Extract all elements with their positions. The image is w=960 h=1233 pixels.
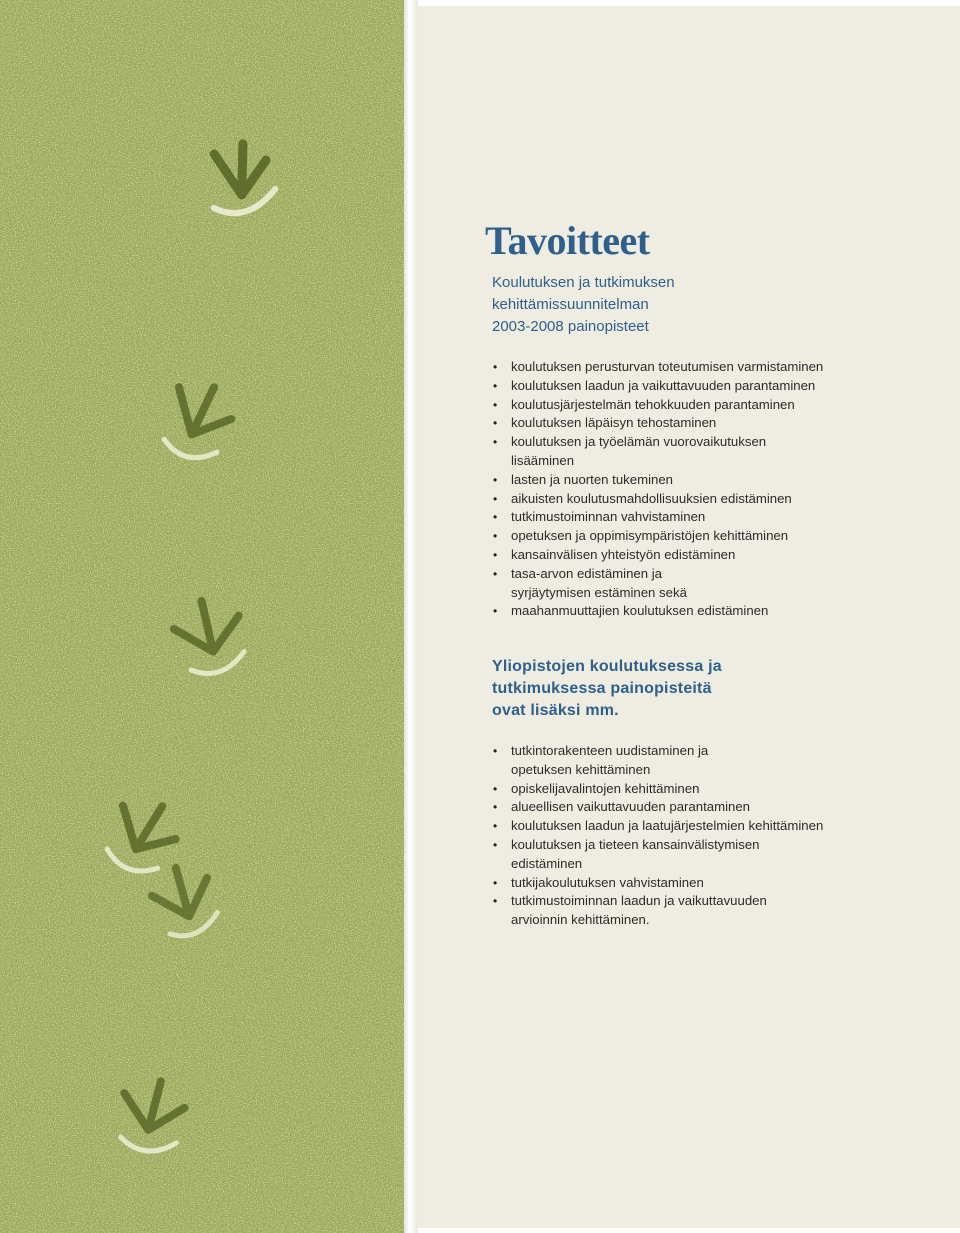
list-item-text: • maahanmuuttajien koulutuksen edistäminen bbox=[511, 603, 769, 619]
list-item-text: • koulutusjärjestelmän tehokkuuden parantaminen bbox=[511, 396, 795, 412]
list-item bbox=[492, 490, 823, 509]
heading-line: kehittämissuunnitelman bbox=[492, 296, 649, 313]
list-item bbox=[492, 602, 823, 621]
section2-list bbox=[492, 742, 823, 930]
list-item-text: • koulutuksen läpäisyn tehostaminen bbox=[511, 415, 717, 431]
section1-heading bbox=[492, 272, 675, 338]
list-item-text: opetuksen kehittäminen bbox=[511, 761, 651, 777]
heading-line: Yliopistojen koulutuksessa ja bbox=[492, 658, 722, 675]
list-item-text: • alueellisen vaikuttavuuden parantaminen bbox=[511, 799, 751, 815]
list-item bbox=[492, 471, 823, 490]
list-item-text: arvioinnin kehittäminen. bbox=[511, 912, 650, 928]
list-item bbox=[492, 396, 823, 415]
heading-line: Koulutuksen ja tutkimuksen bbox=[492, 274, 675, 291]
list-item bbox=[492, 433, 823, 471]
list-item-text: • tutkintorakenteen uudistaminen ja bbox=[511, 743, 709, 758]
list-item bbox=[492, 565, 823, 603]
section1-list bbox=[492, 358, 823, 621]
list-item-text: • kansainvälisen yhteistyön edistäminen bbox=[511, 546, 736, 562]
list-item bbox=[492, 377, 823, 396]
list-item-text: • koulutuksen perusturvan toteutumisen varmistaminen bbox=[511, 359, 824, 374]
list-item-text: • tutkimustoiminnan vahvistaminen bbox=[511, 509, 706, 525]
heading-line: ovat lisäksi mm. bbox=[492, 702, 619, 719]
list-item-text: • koulutuksen laadun ja vaikuttavuuden parantaminen bbox=[511, 377, 816, 393]
list-item-text: • tutkijakoulutuksen vahvistaminen bbox=[511, 874, 704, 890]
list-item bbox=[492, 892, 823, 930]
section2-heading bbox=[492, 656, 722, 722]
list-item bbox=[492, 874, 823, 893]
list-item bbox=[492, 798, 823, 817]
list-item-text: • aikuisten koulutusmahdollisuuksien edistäminen bbox=[511, 490, 792, 506]
sand-footprints-photo bbox=[0, 0, 404, 1233]
list-item bbox=[492, 817, 823, 836]
list-item-text: • opetuksen ja oppimisympäristöjen kehittäminen bbox=[511, 528, 789, 544]
page-title: Tavoitteet bbox=[485, 217, 650, 263]
list-item bbox=[492, 508, 823, 527]
list-item-text: • koulutuksen laadun ja laatujärjestelmien kehittäminen bbox=[511, 818, 824, 834]
list-item bbox=[492, 527, 823, 546]
list-item-text: • lasten ja nuorten tukeminen bbox=[511, 471, 674, 487]
list-item bbox=[492, 358, 823, 377]
list-item bbox=[492, 414, 823, 433]
list-item bbox=[492, 836, 823, 874]
heading-line: tutkimuksessa painopisteitä bbox=[492, 680, 712, 697]
heading-line: 2003-2008 painopisteet bbox=[492, 318, 649, 335]
list-item bbox=[492, 546, 823, 565]
list-item-text: • tasa-arvon edistäminen ja bbox=[511, 565, 663, 581]
list-item-text: • opiskelijavalintojen kehittäminen bbox=[511, 780, 700, 796]
list-item-text: • koulutuksen ja työelämän vuorovaikutuksen bbox=[511, 434, 767, 450]
white-divider-strip bbox=[404, 0, 418, 1233]
list-item bbox=[492, 780, 823, 799]
list-item-text: syrjäytymisen estäminen sekä bbox=[511, 584, 687, 600]
list-item bbox=[492, 742, 823, 780]
list-item-text: lisääminen bbox=[511, 452, 575, 468]
list-item-text: • tutkimustoiminnan laadun ja vaikuttavuuden bbox=[511, 893, 767, 909]
list-item-text: edistäminen bbox=[511, 855, 583, 871]
list-item-text: • koulutuksen ja tieteen kansainvälistymisen bbox=[511, 836, 760, 852]
